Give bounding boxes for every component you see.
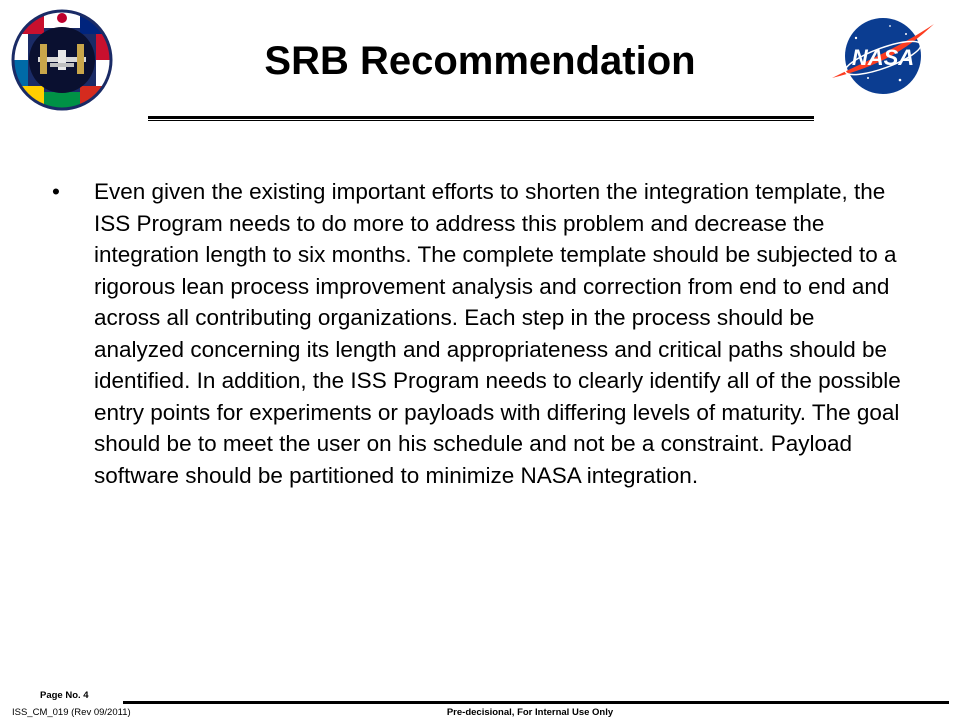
iss-program-logo <box>10 8 114 112</box>
bullet-text: Even given the existing important efforts to shorten the integration template, the ISS Program needs to do more to address this problem and decrease the integration length to six months. The complete template should be subjected to a rigorous lean process improvement analysis and correction from end to end and across all contributing organizations. Each step in the process should be analyzed concerning its length and appropriateness and critical paths should be identified. In addition, the ISS Program needs to clearly identify all of the possible entry points for experiments or payloads with differing levels of maturity. The goal should be to meet the user on his schedule and not be a constraint. Payload software should be partitioned to minimize NASA integration. <box>94 179 901 488</box>
bullet-item <box>52 176 912 491</box>
bullet-marker: • <box>52 179 60 204</box>
nasa-wordmark: NASA <box>851 45 915 70</box>
nasa-meatball-icon <box>828 8 938 103</box>
document-id: ISS_CM_019 (Rev 09/2011) <box>12 707 131 718</box>
page-number: Page No. 4 <box>40 690 89 701</box>
classification-label: Pre-decisional, For Internal Use Only <box>446 707 614 718</box>
nasa-logo <box>828 8 938 103</box>
title-divider <box>148 116 814 121</box>
slide-title: SRB Recommendation <box>264 39 696 83</box>
slide-body <box>52 176 912 491</box>
iss-patch-icon <box>10 8 114 112</box>
footer-divider <box>123 701 949 704</box>
